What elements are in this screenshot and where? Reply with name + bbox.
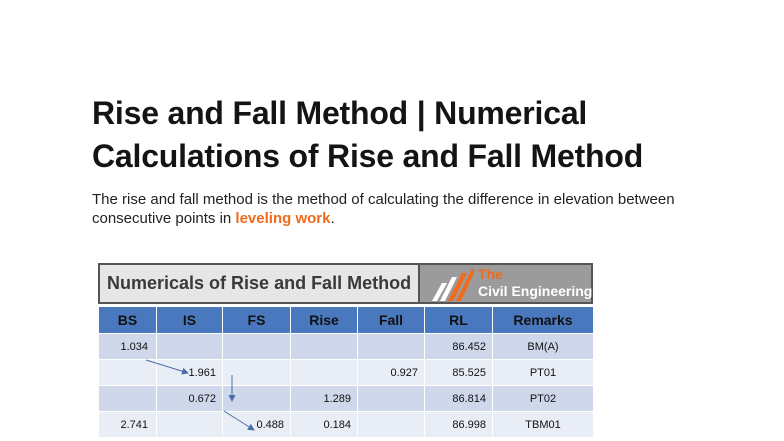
figure-header <box>98 263 593 304</box>
cell-remarks: PT02 <box>493 386 594 412</box>
cell-fall <box>358 386 425 412</box>
col-header-remarks: Remarks <box>493 307 594 334</box>
cell-remarks: BM(A) <box>493 334 594 360</box>
cell-is: 1.961 <box>157 360 223 386</box>
cell-rise <box>291 360 358 386</box>
cell-is: 0.672 <box>157 386 223 412</box>
rise-fall-figure <box>98 263 593 441</box>
cell-fall: 0.927 <box>358 360 425 386</box>
intro-text: The rise and fall method is the method of calculating the difference in elevation between consecutive points in <box>92 191 675 227</box>
cell-rl: 86.814 <box>425 386 493 412</box>
logo-name-text: Civil Engineering <box>478 283 593 299</box>
table-row <box>99 334 594 360</box>
cell-rise: 1.289 <box>291 386 358 412</box>
cell-bs <box>99 386 157 412</box>
logo-the-text: The <box>478 266 503 282</box>
cell-remarks: TBM01 <box>493 412 594 438</box>
cell-bs <box>99 360 157 386</box>
cell-remarks: PT01 <box>493 360 594 386</box>
col-header-fall: Fall <box>358 307 425 334</box>
cell-fs <box>223 334 291 360</box>
cell-rise <box>291 334 358 360</box>
intro-end: . <box>330 210 335 227</box>
cell-fs <box>223 386 291 412</box>
col-header-rl: RL <box>425 307 493 334</box>
cell-fs: 0.488 <box>223 412 291 438</box>
stripes-logo-icon <box>428 267 474 303</box>
table-row <box>99 386 594 412</box>
leveling-work-link[interactable]: leveling work <box>235 210 331 227</box>
cell-bs: 2.741 <box>99 412 157 438</box>
cell-fall <box>358 412 425 438</box>
cell-rl: 85.525 <box>425 360 493 386</box>
article-title: Rise and Fall Method | Numerical Calculations of Rise and Fall Method <box>92 95 644 174</box>
table-row <box>99 412 594 438</box>
col-header-is: IS <box>157 307 223 334</box>
cell-bs: 1.034 <box>99 334 157 360</box>
cell-is <box>157 334 223 360</box>
col-header-rise: Rise <box>291 307 358 334</box>
table-header-row <box>99 307 594 334</box>
col-header-bs: BS <box>99 307 157 334</box>
civil-engineering-logo <box>418 263 593 304</box>
article-intro <box>92 190 692 228</box>
col-header-fs: FS <box>223 307 291 334</box>
cell-rise: 0.184 <box>291 412 358 438</box>
cell-is <box>157 412 223 438</box>
cell-fall <box>358 334 425 360</box>
figure-title: Numericals of Rise and Fall Method <box>98 263 418 304</box>
rise-fall-table <box>98 306 593 438</box>
table-row <box>99 360 594 386</box>
cell-rl: 86.998 <box>425 412 493 438</box>
cell-rl: 86.452 <box>425 334 493 360</box>
cell-fs <box>223 360 291 386</box>
